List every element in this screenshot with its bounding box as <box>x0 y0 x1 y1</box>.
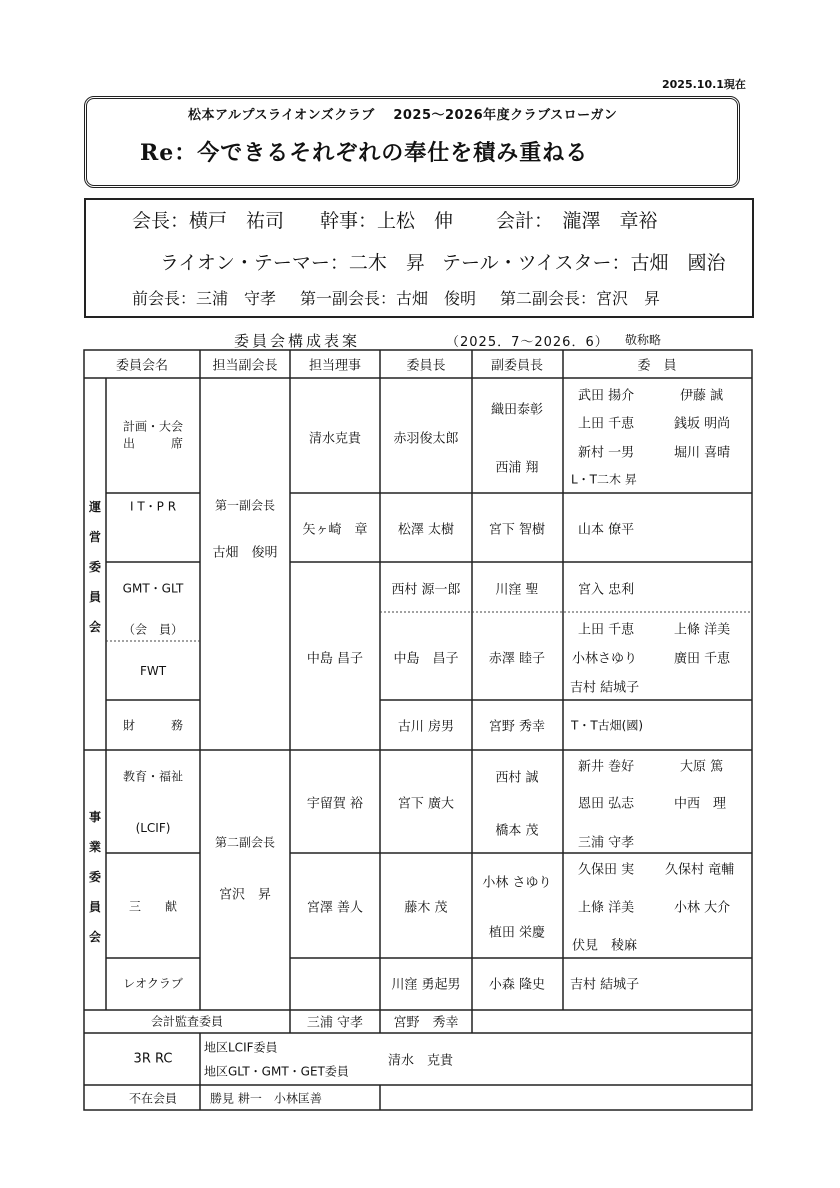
member: 恩田 弘志 <box>578 796 635 812</box>
member: 小林さゆり <box>572 651 638 667</box>
itpr-chair: 松澤 太樹 <box>397 522 455 538</box>
header-vp: 担当副会長 <box>212 358 278 374</box>
kenketsu-chair: 藤木 茂 <box>404 900 448 916</box>
member: 小林 大介 <box>674 900 731 916</box>
member: 中西 理 <box>674 796 727 812</box>
keikaku-vice-2: 西浦 翔 <box>495 460 539 476</box>
officer-tail-twister: テール・ツイスター：古畑 國治 <box>442 252 726 274</box>
absent-names: 勝見 耕一 小林匡善 <box>210 1091 322 1106</box>
header-director: 担当理事 <box>308 358 362 374</box>
member: L・T二木 昇 <box>571 472 637 487</box>
rc-name: 清水 克貴 <box>388 1053 454 1069</box>
committee-fwt: FWT <box>139 664 167 678</box>
member: 宮入 忠利 <box>578 582 635 598</box>
officer-lion-tamer: ライオン・テーマー：二木 昇 <box>160 252 425 274</box>
officer-first-vp: 第一副会長：古畑 俊明 <box>300 289 477 308</box>
kyoiku-vice-1: 西村 誠 <box>495 770 539 786</box>
kyoiku-chair: 宮下 廣大 <box>397 796 455 812</box>
leo-chair: 川窪 勇起男 <box>391 977 461 993</box>
officer-second-vp: 第二副会長：宮沢 昇 <box>500 289 661 308</box>
table-note: 敬称略 <box>625 333 662 347</box>
rc-label: 3R RC <box>133 1051 173 1067</box>
itpr-vice: 宮下 智樹 <box>488 522 546 538</box>
keikaku-vice-1: 織田泰彰 <box>490 402 544 418</box>
zaimu-chair: 古川 房男 <box>397 719 455 735</box>
member: 新村 一男 <box>578 445 635 461</box>
committee-leo: レオクラブ <box>123 976 183 991</box>
kenketsu-vice-2: 植田 栄慶 <box>488 925 546 941</box>
unei-vp-title: 第一副会長 <box>214 498 276 513</box>
fwt-chair: 中島 昌子 <box>393 651 459 667</box>
member: 銭坂 明尚 <box>674 416 731 432</box>
absent-label: 不在会員 <box>128 1091 178 1106</box>
committee-gmt: GMT・GLT <box>122 581 184 596</box>
zaimu-vice: 宮野 秀幸 <box>488 719 546 735</box>
group-label-jigyo: 事 業 委 員 会 <box>88 810 101 944</box>
member: 廣田 千恵 <box>674 651 731 667</box>
gmt-fwt-director: 中島 昌子 <box>306 651 364 667</box>
kenketsu-vice-1: 小林 さゆり <box>482 875 552 891</box>
jigyo-vp-name: 宮沢 昇 <box>218 887 272 903</box>
jigyo-vp-title: 第二副会長 <box>214 835 276 850</box>
header-committee: 委員会名 <box>115 358 169 374</box>
as-of-date: 2025.10.1現在 <box>662 78 746 91</box>
table-period: （2025．7～2026．6） <box>446 335 609 350</box>
committee-gmt-2: （会 員） <box>122 622 184 637</box>
committee-itpr: I T・P R <box>129 499 177 514</box>
committee-keikaku-2: 出 席 <box>122 436 184 451</box>
officer-secretary: 幹事：上松 伸 <box>320 210 454 232</box>
member: 上田 千恵 <box>578 622 635 638</box>
member: T・T古畑(國) <box>571 718 644 733</box>
member: 新井 巻好 <box>578 759 635 775</box>
member: 上田 千恵 <box>578 416 635 432</box>
officer-treasurer: 会計： 瀧澤 章裕 <box>496 210 658 232</box>
gmt-chair: 西村 源一郎 <box>391 582 461 598</box>
committee-kyoiku: 教育・福祉 <box>122 769 184 784</box>
audit-member-2: 宮野 秀幸 <box>393 1015 459 1031</box>
rc-role-1: 地区LCIF委員 <box>204 1040 278 1055</box>
member: 伊藤 誠 <box>680 388 724 404</box>
header-vice-chair: 副委員長 <box>490 358 544 374</box>
member: 山本 僚平 <box>578 522 635 538</box>
committee-zaimu: 財 務 <box>122 718 184 733</box>
slogan-text: Re：今できるそれぞれの奉仕を積み重ねる <box>140 140 589 166</box>
unei-vp-name: 古畑 俊明 <box>212 545 278 561</box>
member: 上條 洋美 <box>674 622 731 638</box>
member: 伏見 稜麻 <box>572 938 638 954</box>
member: 吉村 結城子 <box>570 977 640 993</box>
kenketsu-director: 宮澤 善人 <box>306 900 364 916</box>
committee-kyoiku-2: (LCIF) <box>135 821 171 835</box>
itpr-director: 矢ヶ崎 章 <box>302 522 368 538</box>
member: 久保村 竜輔 <box>665 862 735 878</box>
table-title: 委員会構成表案 <box>234 332 361 350</box>
kyoiku-director: 宇留賀 裕 <box>306 796 364 812</box>
header-chair: 委員長 <box>406 358 446 374</box>
member: 久保田 実 <box>578 862 635 878</box>
leo-vice: 小森 隆史 <box>488 977 546 993</box>
kyoiku-vice-2: 橋本 茂 <box>495 823 539 839</box>
group-label-unei: 運 営 委 員 会 <box>88 500 101 634</box>
officer-past-president: 前会長：三浦 守孝 <box>132 289 277 308</box>
keikaku-chair: 赤羽俊太郎 <box>393 431 459 447</box>
audit-member-1: 三浦 守孝 <box>306 1015 364 1031</box>
header-members: 委 員 <box>637 358 677 374</box>
committee-kenketsu: 三 献 <box>128 899 178 914</box>
committee-keikaku: 計画・大会 <box>122 419 184 434</box>
slogan-header: 松本アルプスライオンズクラブ 2025～2026年度クラブスローガン <box>188 108 618 123</box>
member: 三浦 守孝 <box>578 835 635 851</box>
member: 武田 揚介 <box>578 388 635 404</box>
officer-president: 会長：横戸 祐司 <box>132 210 285 232</box>
fwt-vice: 赤澤 睦子 <box>488 651 546 667</box>
keikaku-director: 清水克貴 <box>308 431 362 447</box>
gmt-vice: 川窪 聖 <box>495 582 539 598</box>
rc-role-2: 地区GLT・GMT・GET委員 <box>204 1064 349 1079</box>
member: 上條 洋美 <box>578 900 635 916</box>
member: 吉村 結城子 <box>570 680 640 696</box>
member: 大原 篤 <box>680 759 724 775</box>
audit-label: 会計監査委員 <box>150 1014 224 1029</box>
member: 堀川 喜晴 <box>674 445 731 461</box>
